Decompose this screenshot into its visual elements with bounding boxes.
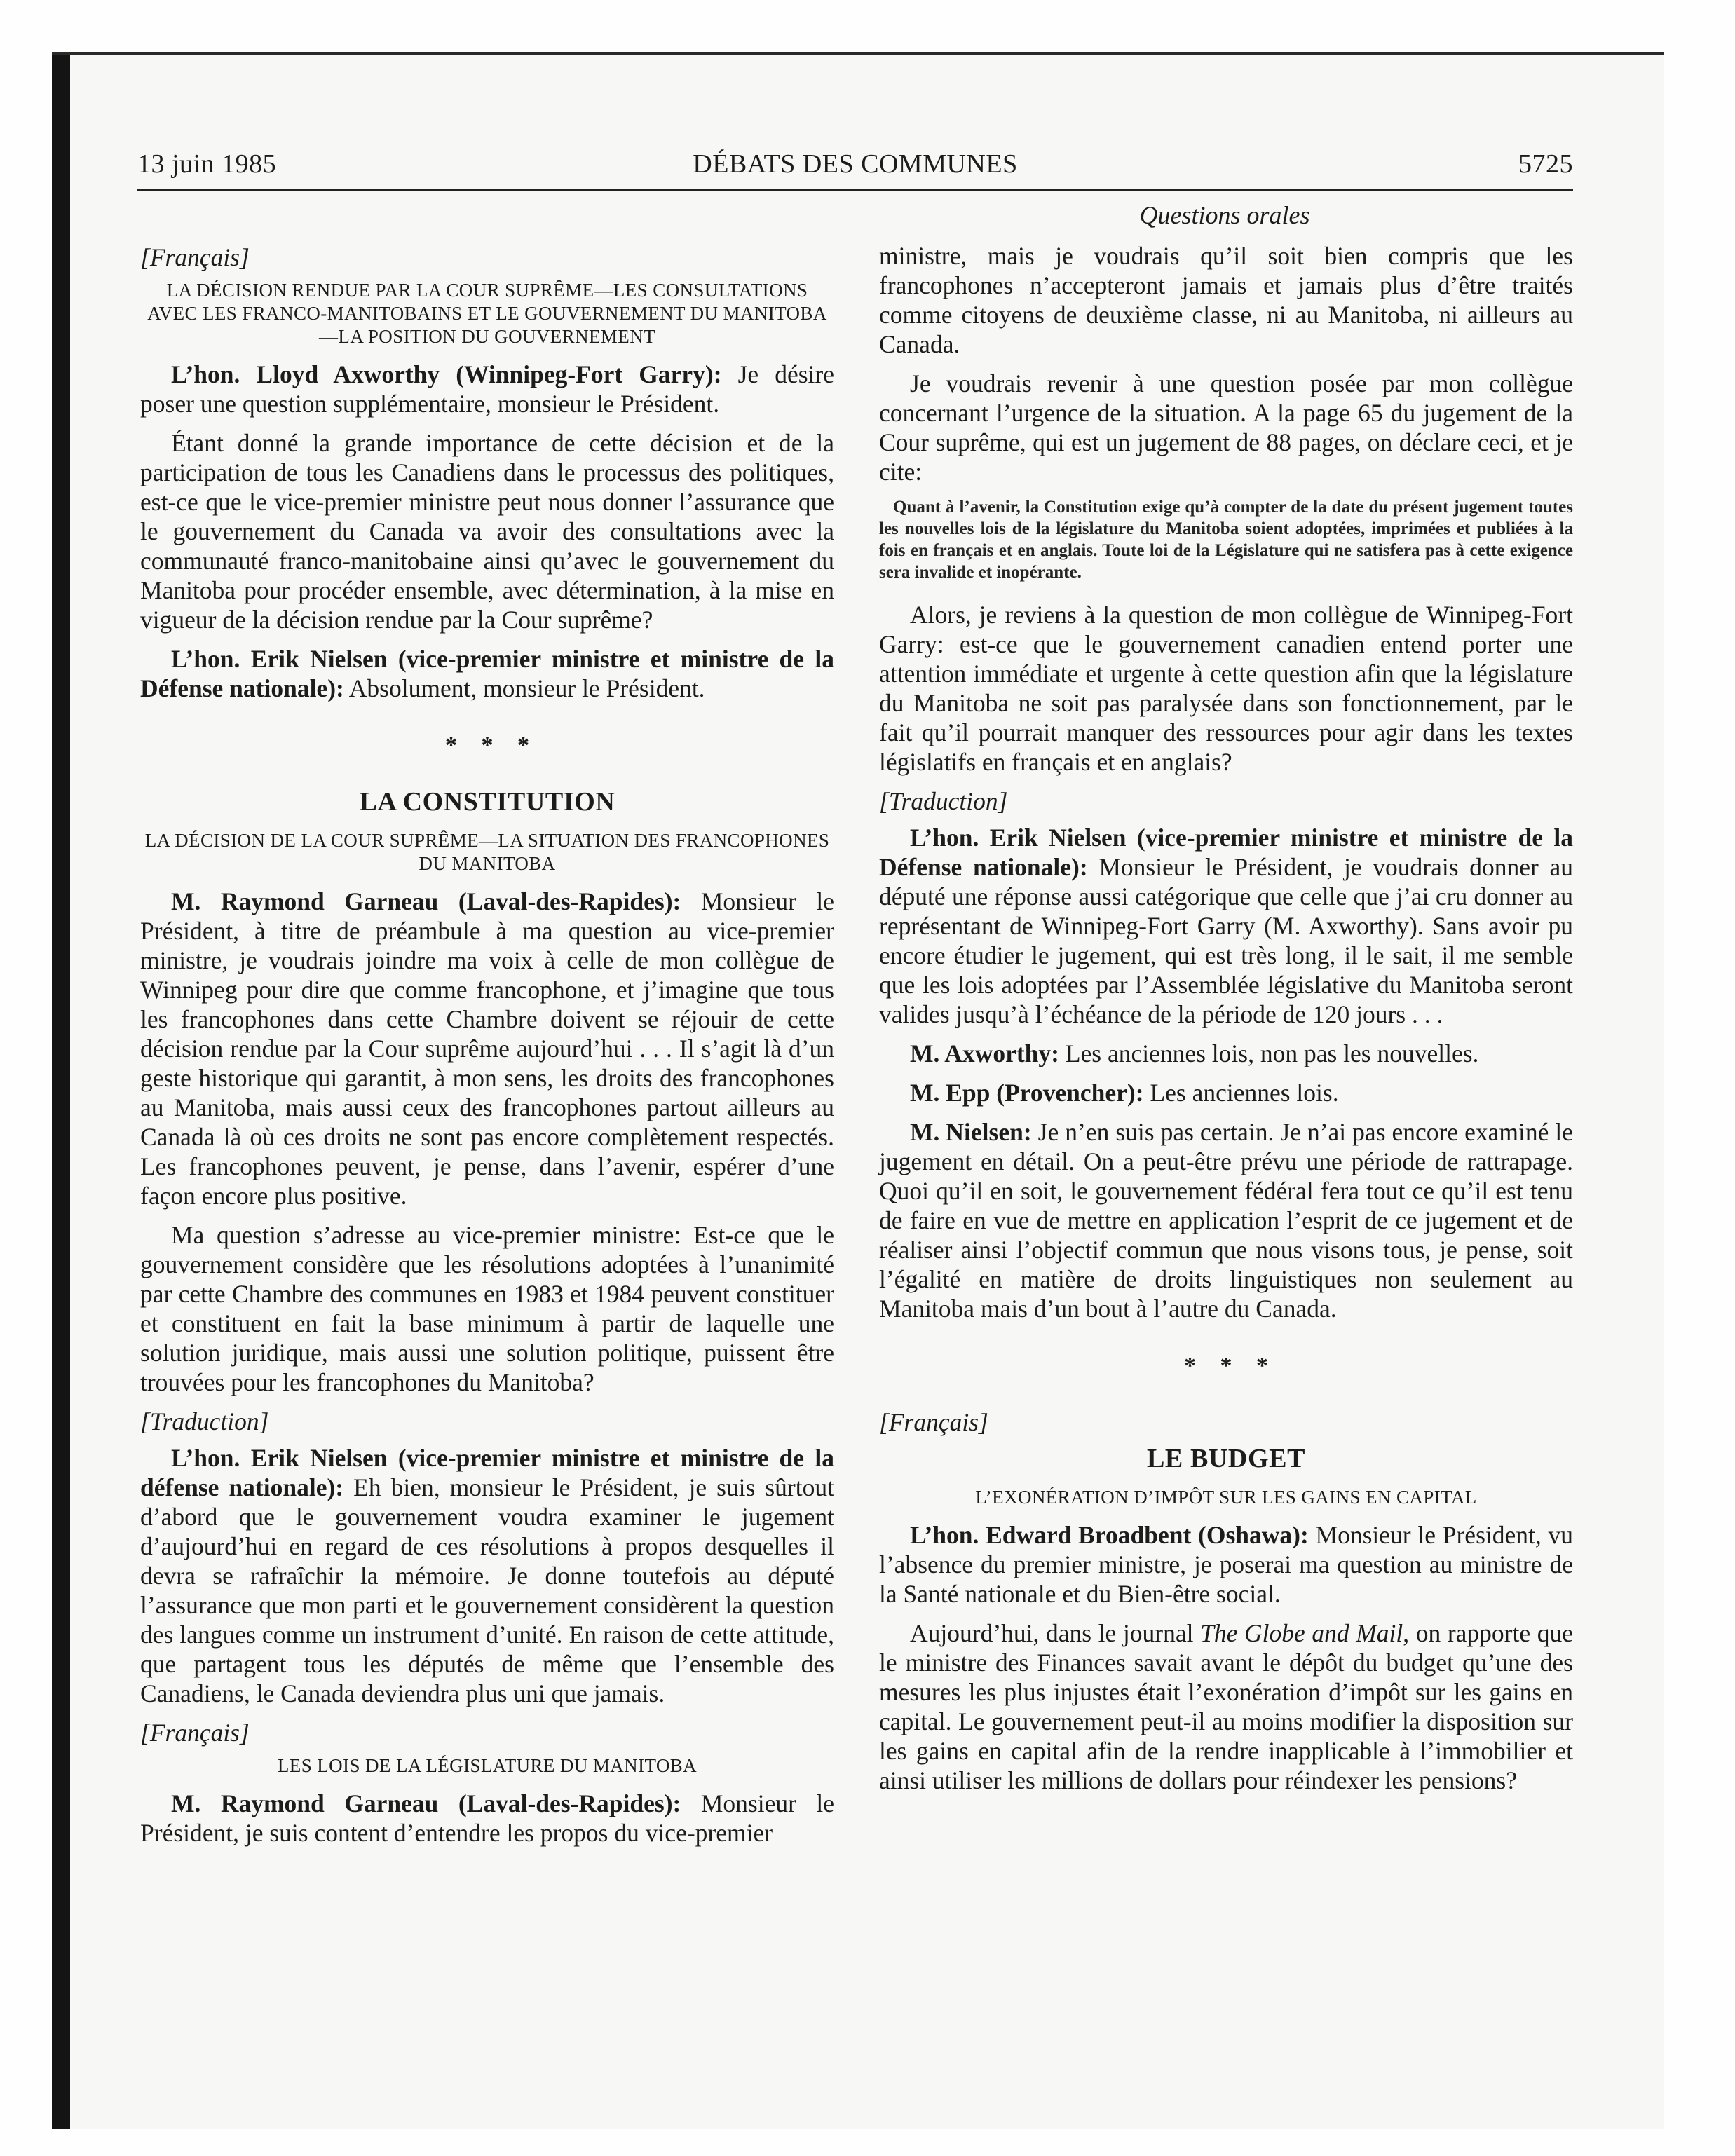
speech-paragraph [140,1443,834,1708]
speech-paragraph [140,360,834,418]
speech-paragraph [140,1789,834,1848]
speech-text: Aujourd’hui, dans le journal [910,1619,1201,1647]
speaker-name: L’hon. Edward Broadbent (Oshawa): [910,1521,1309,1549]
block-quote: Quant à l’avenir, la Constitution exige qu’à compter de la date du présent jugement toutes les nouvelles lois de la législature du Manitoba soient adoptées, imprimées et publiées à la fois en français et en anglais. Toute loi de la Législature qui ne satisfera pas à cette exigence sera invalide et inopérante. [879,498,1573,582]
header-title: DÉBATS DES COMMUNES [693,149,1018,179]
speaker-name: M. Raymond Garneau (Laval-des-Rapides): [171,1789,681,1817]
speech-text: Monsieur le Président, vu l’absence du premier ministre, je poserai ma question au ministre de la Santé nationale et du Bien-être social. [879,1521,1573,1608]
speaker-name: M. Epp (Provencher): [910,1079,1144,1107]
scan-binding-edge [52,52,70,2129]
right-column [879,241,1573,1805]
speech-paragraph: ministre, mais je voudrais qu’il soit bien compris que les francophones n’accepteront jamais et jamais plus d’être traités comme citoyens de deuxième classe, ni au Manitoba, ni ailleurs au Canada. [879,242,1573,358]
speech-text: Je désire poser une question supplémentaire, monsieur le Président. [140,360,834,418]
section-title: LE BUDGET [1146,1444,1306,1473]
speech-paragraph [879,1117,1573,1323]
speech-paragraph [879,1520,1573,1609]
subject-heading: LES LOIS DE LA LÉGISLATURE DU MANITOBA [277,1755,698,1776]
language-marker: [Traduction] [140,1407,269,1435]
speaker-name: L’hon. Erik Nielsen (vice-premier ministre et ministre de la Défense nationale): [140,645,834,702]
speech-text: Monsieur le Président, à titre de préambule à ma question au vice-premier ministre, je voudrais joindre ma voix à celle de mon collègue de Winnipeg pour dire que comme francophone, et j’imagine que tous les francophones dans cette Chambre doivent se réjouir de cette décision rendue par la Cour suprême aujourd’hui . . . Il s’agit là d’un geste historique qui garantit, à mon sens, les droits des francophones au Manitoba, mais aussi ceux des francophones partout ailleurs au Canada là où ces droits ne sont pas encore complètement respectés. Les francophones peuvent, je pense, dans l’avenir, espérer d’une façon encore plus positive. [140,887,834,1210]
speech-paragraph: Je voudrais revenir à une question posée par mon collègue concernant l’urgence de la situation. A la page 65 du jugement de la Cour suprême, qui est un jugement de 88 pages, on déclare ceci, et je cite: [879,369,1573,486]
speaker-name: L’hon. Erik Nielsen (vice-premier ministre et ministre de la Défense nationale): [879,824,1573,881]
speech-paragraph: Étant donné la grande importance de cette décision et de la participation de tous les Canadiens dans le processus des politiques, est-ce que le vice-premier ministre peut nous donner l’assurance que le gouvernement du Canada va avoir des consultations avec la communauté franco-manitobaine ainsi qu’avec le gouvernement du Manitoba pour procéder ensemble, avec détermination, à la mise en vigueur de la décision rendue par la Cour suprême? [140,429,834,634]
language-marker: [Français] [879,1408,988,1436]
speech-text: , on rapporte que le ministre des Finances savait avant le dépôt du budget qu’une des mesures les plus injustes était l’exonération d’impôt sur les gains en capital. Le gouvernement peut-il au moins modifier la disposition sur les gains en capital afin de la rendre inapplicable à l’immobilier et ainsi utiliser les millions de dollars pour réindexer les pensions? [879,1619,1573,1794]
speaker-name: M. Axworthy: [910,1039,1059,1067]
newspaper-title: The Globe and Mail [1200,1619,1403,1647]
section-separator: * * * [445,732,529,758]
header-date: 13 juin 1985 [137,149,277,179]
speech-text: Eh bien, monsieur le Président, je suis sûrtout d’abord que le gouvernement voudra examiner le jugement d’aujourd’hui en regard de ces résolutions à propos desquelles il devra se rafraîchir la mémoire. Je donne toutefois au député l’assurance que mon parti et le gouvernement considèrent la question des langues comme un instrument d’unité. En raison de cette attitude, que partagent tous les députés de même que l’ensemble des Canadiens, le Canada deviendra plus uni que jamais. [140,1473,834,1707]
speech-paragraph [879,1039,1573,1068]
speech-text: Les anciennes lois. [1143,1079,1339,1107]
section-label: Questions orales [1139,201,1310,229]
speech-text: Monsieur le Président, je voudrais donner au député une réponse aussi catégorique que celle que j’ai cru donner au représentant de Winnipeg-Fort Garry (M. Axworthy). Sans avoir pu encore étudier le jugement, qui est très long, il le sait, il me semble que les lois adoptées par l’Assemblée législative du Manitoba seront valides jusqu’à l’échéance de la période de 120 jours . . . [879,853,1573,1028]
speech-paragraph: Ma question s’adresse au vice-premier ministre: Est-ce que le gouvernement considère que les résolutions adoptées à l’unanimité par cette Chambre des communes en 1983 et 1984 peuvent constituer et constituent en fait la base minimum à partir de laquelle une solution juridique, mais aussi une solution politique, puissent être trouvées pour les francophones du Manitoba? [140,1221,834,1396]
speaker-name: L’hon. Lloyd Axworthy (Winnipeg-Fort Garry): [171,360,722,388]
speech-paragraph [879,823,1573,1029]
subject-heading: LA DÉCISION DE LA COUR SUPRÊME—LA SITUATION DES FRANCOPHONES DU MANITOBA [144,830,830,874]
left-column [140,243,834,1857]
speech-text: Absolument, monsieur le Président. [343,674,705,702]
language-marker: [Français] [140,243,250,271]
speech-text: Monsieur le Président, je suis content d’entendre les propos du vice-premier [140,1789,834,1847]
speech-paragraph [140,644,834,703]
header-page-number: 5725 [1518,149,1573,179]
section-separator: * * * [1184,1353,1268,1379]
section-title: LA CONSTITUTION [359,787,615,817]
speech-paragraph [879,1078,1573,1107]
language-marker: [Français] [140,1719,250,1747]
scan-top-edge [52,52,1664,55]
subject-heading: LA DÉCISION RENDUE PAR LA COUR SUPRÊME—LES CONSULTATIONS AVEC LES FRANCO-MANITOBAINS ET LE GOUVERNEMENT DU MANITOBA—LA POSITION DU GOUVERNEMENT [147,280,827,347]
running-header [137,147,1573,191]
speaker-name: M. Nielsen: [910,1118,1032,1146]
speaker-name: L’hon. Erik Nielsen (vice-premier ministre et ministre de la défense nationale): [140,1444,834,1501]
language-marker: [Traduction] [879,787,1008,815]
speech-paragraph: Alors, je reviens à la question de mon collègue de Winnipeg-Fort Garry: est-ce que le gouvernement canadien entend porter une attention immédiate et urgente à cette question afin que la législature du Manitoba ne soit pas paralysée dans son fonctionnement, par le fait qu’il pourrait manquer des ressources pour agir dans les textes législatifs en français et en anglais? [879,601,1573,776]
speech-text: Je n’en suis pas certain. Je n’ai pas encore examiné le jugement en détail. On a peut-être prévu une période de rattrapage. Quoi qu’il en soit, le gouvernement fédéral fera tout ce qu’il est tenu de faire en vue de mettre en application l’esprit de ce jugement et de réaliser ainsi l’objectif commun que nous visons tous, je pense, soit l’égalité en matière de droits linguistiques non seulement au Manitoba mais d’un bout à l’autre du Canada. [879,1118,1573,1323]
speaker-name: M. Raymond Garneau (Laval-des-Rapides): [171,887,681,915]
speech-text: Les anciennes lois, non pas les nouvelles. [1059,1039,1479,1067]
subject-heading: L’EXONÉRATION D’IMPÔT SUR LES GAINS EN CAPITAL [975,1487,1477,1508]
speech-paragraph [879,1618,1573,1795]
speech-paragraph [140,887,834,1210]
